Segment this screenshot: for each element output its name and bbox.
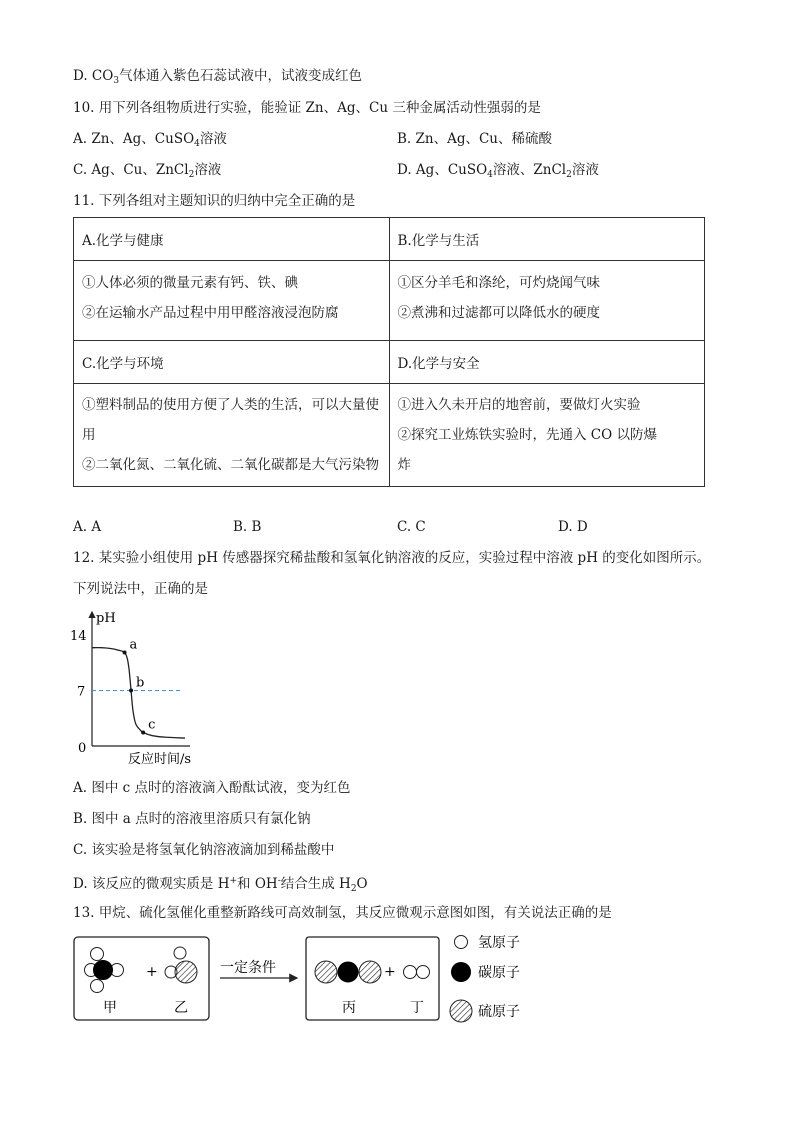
q10-option-b: B. Zn、Ag、Cu、稀硫酸	[397, 131, 552, 147]
legend-sulfur-icon	[450, 1000, 472, 1022]
hydrogen-molecule	[404, 966, 430, 979]
point-b-marker	[129, 689, 133, 693]
q11-d-item-1: ①进入久未开启的地窖前，要做灯火实验	[397, 397, 641, 413]
y-tick-7: 7	[77, 684, 86, 700]
label-ding: 丁	[410, 1000, 424, 1016]
q11-a-item-1: ①人体必须的微量元素有钙、铁、碘	[82, 275, 298, 291]
ph-chart-svg	[60, 608, 200, 768]
label-yi: 乙	[174, 1000, 188, 1016]
q11-c-item-1: ①塑料制品的使用方便了人类的生活，可以大量使用	[82, 397, 379, 443]
q11-cell-a-title: A.化学与健康	[74, 218, 390, 261]
ph-chart	[60, 608, 200, 772]
q11-stem: 11. 下列各组对主题知识的归纳中完全正确的是	[73, 193, 356, 209]
q11-cell-a-body	[74, 261, 390, 341]
q11-d-item-2: ②探究工业炼铁实验时，先通入 CO 以防爆	[397, 427, 657, 443]
reactant-plus: +	[146, 964, 158, 980]
x-axis-label: 反应时间/s	[128, 752, 192, 767]
label-bing: 丙	[342, 1000, 356, 1016]
q11-option-d: D. D	[558, 519, 588, 535]
q11-d-item-2-cont: 炸	[397, 457, 411, 473]
q11-cell-b-title: B.化学与生活	[389, 218, 705, 261]
q11-option-a: A. A	[73, 519, 102, 535]
q12-option-b: B. 图中 a 点时的溶液里溶质只有氯化钠	[73, 811, 311, 827]
hydrogen-sulfide-molecule	[165, 947, 197, 983]
q12-stem-line-1: 12. 某实验小组使用 pH 传感器探究稀盐酸和氢氧化钠溶液的反应，实验过程中溶液 pH 的变化如图所示。	[73, 550, 711, 566]
reaction-diagram	[70, 928, 550, 1032]
q11-c-item-2: ②二氧化氮、二氧化硫、二氧化碳都是大气污染物	[82, 457, 379, 473]
q12-stem-line-2: 下列说法中，正确的是	[73, 581, 208, 597]
y-tick-14: 14	[70, 629, 87, 644]
ph-curve	[92, 648, 185, 738]
q10-option-d: D. Ag、CuSO$_4$溶液、ZnCl$_2$溶液	[397, 162, 599, 180]
legend-carbon-label: 碳原子	[478, 965, 520, 981]
q11-cell-d-title: D.化学与安全	[389, 341, 705, 384]
q9-option-d: D. $CO_3$气体通入紫色石蕊试液中，试液变成红色	[73, 68, 363, 86]
q10-stem: 10. 用下列各组物质进行实验，能验证 Zn、Ag、Cu 三种金属活动性强弱的是	[73, 100, 541, 116]
reaction-diagram-svg	[70, 928, 550, 1028]
q11-cell-c-title: C.化学与环境	[74, 341, 390, 384]
q11-cell-d-body	[389, 384, 705, 487]
q11-cell-c-body	[74, 384, 390, 487]
q10-option-c: C. Ag、Cu、ZnCl$_2$溶液	[73, 162, 222, 180]
legend-hydrogen-label: 氢原子	[478, 935, 520, 951]
q11-a-item-2: ②在运输水产品过程中用甲醛溶液浸泡防腐	[82, 305, 339, 321]
point-a-label: a	[129, 637, 138, 653]
carbon-disulfide-molecule	[315, 961, 381, 983]
legend-carbon-icon	[451, 962, 471, 982]
q11-b-item-2: ②煮沸和过滤都可以降低水的硬度	[397, 305, 600, 321]
point-c-marker	[141, 731, 145, 735]
q12-option-c: C. 该实验是将氢氧化钠溶液滴加到稀盐酸中	[73, 842, 335, 858]
methane-molecule	[85, 948, 124, 993]
point-c-label: c	[148, 717, 156, 733]
reaction-condition: 一定条件	[220, 960, 276, 976]
q12-option-a: A. 图中 c 点时的溶液滴入酚酞试液，变为红色	[73, 780, 351, 796]
q12-option-d: D. 该反应的微观实质是 H+和 OH-结合生成 $H_2O$	[73, 876, 368, 894]
point-b-label: b	[136, 675, 145, 691]
label-jia: 甲	[103, 1000, 117, 1016]
y-tick-0: 0	[78, 741, 87, 756]
point-a-marker	[123, 650, 127, 654]
q13-stem: 13. 甲烷、硫化氢催化重整新路线可高效制氢，其反应微观示意图如图，有关说法正确的是	[73, 905, 612, 921]
legend-hydrogen-icon	[455, 936, 468, 949]
legend-sulfur-label: 硫原子	[478, 1004, 520, 1020]
q11-cell-b-body	[389, 261, 705, 341]
q10-option-a: A. Zn、Ag、CuSO$_4$溶液	[73, 131, 227, 149]
q11-table	[73, 217, 705, 487]
q11-b-item-1: ①区分羊毛和涤纶，可灼烧闻气味	[397, 275, 600, 291]
q11-option-b: B. B	[233, 519, 262, 535]
q11-option-c: C. C	[397, 519, 426, 535]
y-axis-label: pH	[96, 611, 116, 626]
product-plus: +	[384, 964, 396, 980]
